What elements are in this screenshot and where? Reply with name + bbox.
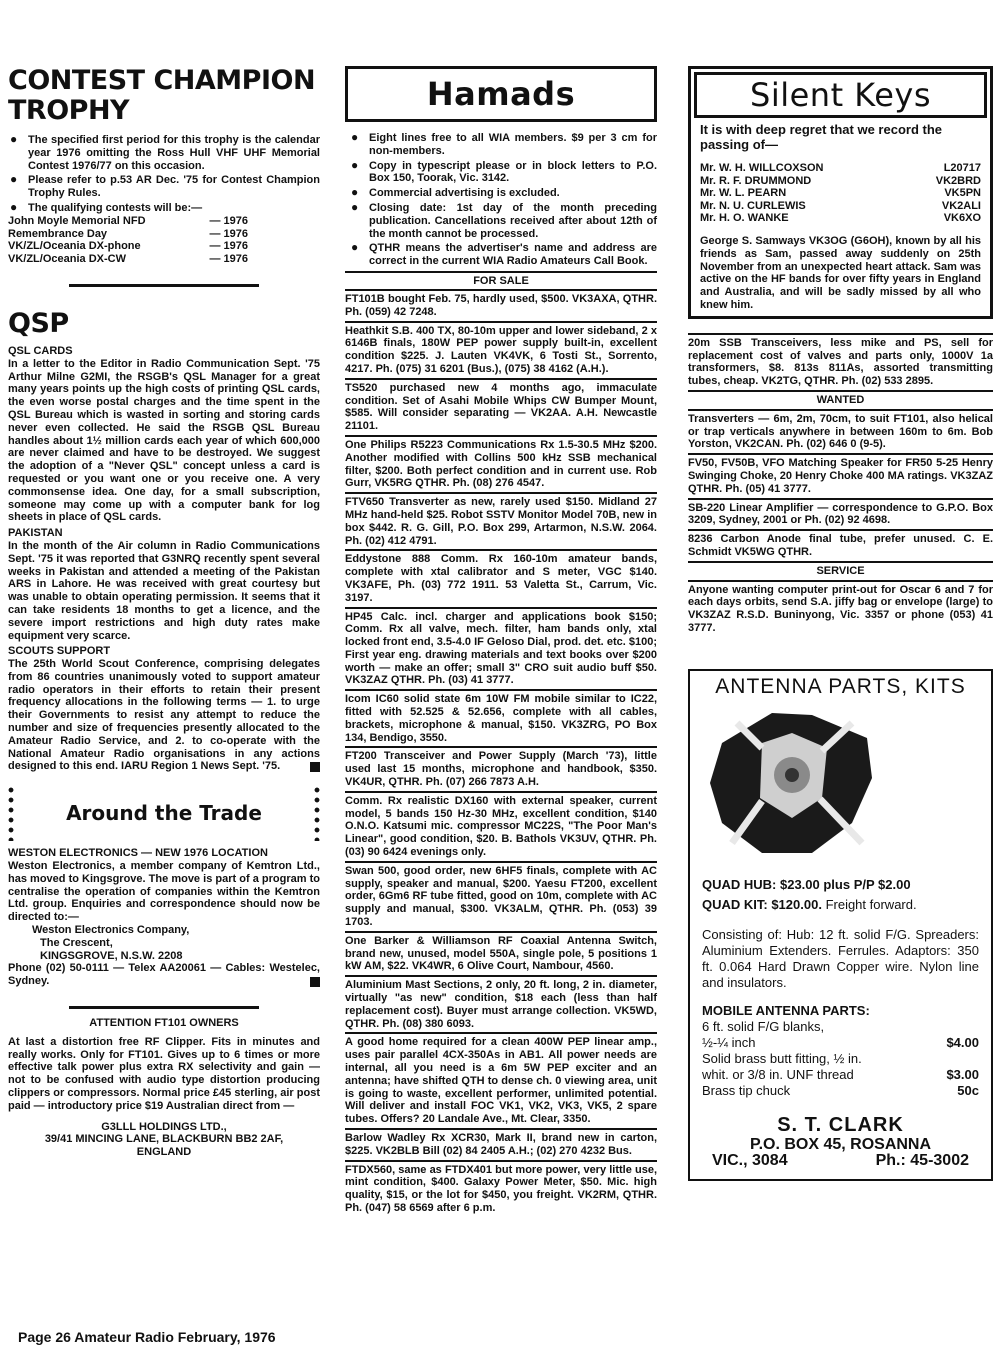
address-line: G3LLL HOLDINGS LTD., (101, 1120, 227, 1133)
ad-text: same as FTDX401 but more power, very little use, mint condition, $400. Galaxy Power Meter, $50. Mic. high quality, $15, or the lot for $450, you freight. VK2RM, QTHR. Ph. (047) 58 6569 after 6 p.m. (345, 1163, 657, 1214)
list-item: ● QTHR means the advertiser's name and address are correct in the current WIA Radio Amateurs Call Book. (349, 242, 657, 268)
mobile-item: ½-¼ inch (702, 1034, 756, 1050)
address-line: KINGSGROVE, N.S.W. 2208 (40, 949, 183, 962)
ad-key: One Philips R5223 Communications Rx (345, 438, 555, 451)
ad-text: (March '73), little used last 15 months, microphone and handbook, $350. VK4UR, QTHR. Ph. (07) 266 7873 A.H. (345, 750, 657, 789)
contest-title (8, 66, 320, 126)
silent-keys-body (694, 118, 987, 312)
qsl-heading: QSL CARDS (8, 344, 73, 357)
silent-keys-box (688, 66, 993, 319)
ad-key: HP45 Calc. (345, 610, 408, 623)
antenna-ad (688, 669, 993, 1181)
quad-hub-price: QUAD HUB: $23.00 plus P/P $2.00 (702, 876, 911, 892)
right-column (688, 0, 993, 1181)
contest-name: VK/ZL/Oceania DX-phone (8, 240, 141, 253)
list-item (700, 200, 981, 213)
dot-border-left (8, 785, 14, 841)
list-item (700, 162, 981, 175)
address-line: 39/41 MINCING LANE, BLACKBURN BB2 2AF, (44, 1133, 284, 1146)
mobile-price: $4.00 (946, 1034, 979, 1050)
ad-key: One Barker & Williamson RF Coaxial Antenna Switch, (345, 934, 657, 947)
hamads-title-box (345, 66, 657, 122)
left-column (8, 0, 320, 1159)
scouts-text-body: The 25th World Scout Conference, comprising delegates from 86 countries unanimously voted to support amateur radio operators in their efforts to retain their present frequency allocations in the following terms — 1. to urge their Governments to resist any attempt to reduce the number and size of frequencies presently allocated to the Amateur Radio Service, and 2. to co-operate with the National Amateur Radio organisations in any actions designed to this end. IARU Region 1 News Sept. '75. (8, 658, 320, 773)
divider (69, 1006, 259, 1009)
list-item (345, 689, 657, 746)
list-item (345, 492, 657, 549)
contest-year: — 1976 (209, 227, 248, 240)
weston-heading: WESTON ELECTRONICS — NEW 1976 LOCATION (8, 847, 268, 860)
ad-text: good order, new 6HF5 finals, complete with AC supply, speaker and manual, $200. Yaesu FT200, excellent order, 6Gm6 RF tube fitted, good on 10m, complete with AC supply and manual, $300. VK3ALM, QTHR. Ph. (053) 39 1703. (345, 864, 657, 929)
g3lll-address (8, 1121, 320, 1159)
ad-text: — correspondence to G.P.O. Box 3209, Sydney, 2001 or Ph. (02) 92 4698. (688, 501, 994, 527)
address-line: Weston Electronics Company, (32, 924, 190, 937)
mobile-price: $3.00 (946, 1066, 979, 1082)
mobile-heading: MOBILE ANTENNA PARTS: (702, 1002, 870, 1018)
weston-text: Weston Electronics, a member company of Kemtron Ltd., has moved to Kingsgrove. The move is part of a program to centralise the operation of companies within the Kemtron Ltd. group. Enquiries and correspondence should now be directed to:— (8, 860, 320, 924)
silent-keys-title: Silent Keys (694, 72, 987, 118)
ad-text: 80-10m upper and lower sideband, 2 x 6146B finals, 180W PEP power supply built-in, excellent condition $225. J. Lauten VK4VK, 6 Tosti St., Sorrento, 4217. Ph. (075) 31 6201 (Bus.), (075) 38 4162 (A.H.). (345, 324, 657, 375)
ad-text: for a clean 400W PEP linear amp., uses pair parallel 4CX-350As in AB1. All power needs are internal, all you need is a 6m 5W PEP exciter and an antenna; have shifted QTH to dense ch. 0 viewing area, unit is going to waste, excellent performer, unlimited potential. Will deliver and install FOC VK1, VK2, VK3, VK5, 2 spare tubes. Offers? 20 Landale Ave., Mt. Clear, 3350. (345, 1036, 657, 1126)
ad-text: purchased new 4 months ago, immaculate condition. Set of Asahi Mobile Whips CW Bumper Mount, $585. Will consider separating — VK2AA. A.H. Newcastle 21101. (345, 381, 657, 433)
address-line: The Crescent, (40, 936, 113, 949)
ad-key: 20m SSB Transceivers, (688, 336, 822, 349)
ad-text: for each days orbits, send S.A. jiffy bag or envelope (large) to VK3ZAZ R.S.D. Buninyong, Vic. 3357 or phone (053) 41 3777. (688, 583, 993, 634)
ad-key: Heathkit S.B. 400 TX, (345, 324, 455, 337)
seller-phone: Ph.: 45-3002 (875, 1151, 969, 1169)
seller-box: P.O. BOX 45, ROSANNA (749, 1135, 932, 1153)
for-sale-heading: FOR SALE (345, 271, 657, 289)
ft101-heading: ATTENTION FT101 OWNERS (89, 1017, 239, 1030)
list-item (345, 1128, 657, 1160)
divider (69, 284, 259, 287)
ad-text: brand new, unused, model 550A, single pole, 5 positions 1 kW AM, $22. VK4WR, 6 Olive Court, Nambour, 4560. (345, 947, 657, 973)
obituary-text: George S. Samways VK3OG (G6OH), known by all his friends as Sam, passed away suddenly on 25th November from an unexpected heart attack. Sam was active on the HF bands for over fifty years in England and Australia, and will be sadly missed by all who knew him. (700, 234, 981, 311)
ad-key: FV50, FV50B, VFO Matching Speaker for FR50 (688, 457, 933, 470)
list-item (688, 498, 993, 530)
callsign: L20717 (943, 162, 981, 174)
list-item (700, 212, 981, 225)
callsign: VK5PN (944, 187, 981, 200)
service-heading: SERVICE (688, 561, 993, 580)
list-item (688, 333, 993, 390)
seller-state: VIC., 3084 (712, 1151, 788, 1169)
ad-key: Anyone wanting computer print-out for Oscar 6 and 7 (688, 583, 975, 596)
end-square-icon (310, 762, 320, 772)
list-item (8, 253, 248, 266)
list-item (688, 409, 993, 453)
list-item (702, 1067, 979, 1083)
ad-text: 1.5-30.5 MHz $200. Another modified with Collins 500 kHz SSB mechanical filter, $200. Both perfect condition and in current use. Rob Gurr, VK5RG QTHR. Ph. (08) 276 4547. (345, 438, 657, 490)
deceased-name: Mr. N. U. CURLEWIS (700, 199, 806, 212)
list-item (8, 215, 248, 228)
list-item (345, 321, 657, 378)
ad-text: bought Feb. 75, hardly used, $500. VK3AXA, QTHR. Ph. (059) 42 7248. (345, 292, 657, 318)
qsl-text: In a letter to the Editor in Radio Communication Sept. '75 Arthur Milne G2MI, the RSGB's QSL Manager for a great many years points up the high costs of printing QSL cards, the even worse postal charges and the time spent in the QSL Bureau which is wasted in sorting and storing cards never even collected. He said the RSGB QSL Bureau handles about 1½ million cards each year of which 600,000 are never claimed and have to be destroyed. We suggest the adoption of a "Never QSL" concept unless a card is requested or you want one or you receive one. A very commonsense idea. One day, for a small subscription, someone may come up with a computer bank for log sheets in place of QSL cards. (8, 357, 320, 524)
col3-ads (688, 333, 993, 637)
contest-name: VK/ZL/Oceania DX-CW (8, 253, 126, 266)
end-square-icon (310, 977, 320, 987)
list-item (688, 529, 993, 561)
weston-phone-text: Phone (02) 50-0111 — Telex AA20061 — Cables: Westelec, Sydney. (8, 962, 320, 988)
list-item: ● Copy in typescript please or in block letters to P.O. Box 150, Toorak, Vic. 3142. (349, 160, 657, 186)
middle-column (345, 0, 657, 1217)
list-item (702, 1035, 979, 1051)
seller-contact (702, 1153, 979, 1169)
quad-kit-note: Freight forward. (825, 896, 917, 912)
scouts-text (8, 658, 320, 773)
ad-text: — 6m, 2m, 70cm, to suit FT101, also helical or trap verticals anywhere in between 160m to 6m. Bob Yorston, VK2CAN. Ph. (02) 646 0 (9-5). (688, 412, 993, 451)
ad-key: FT101B (345, 292, 385, 305)
list-item (700, 175, 981, 188)
ad-key: Aluminium Mast Sections, (345, 979, 483, 992)
ad-text: as new, rarely used $150. Midland 27 MHz hand-held $25. Robot SSTV Monitor Model 70B, new in box $442. R. G. Gill, P.O. Box 299, Artarmon, N.S.W. 2064. Ph. (02) 412 4791. (345, 496, 657, 547)
list-item (345, 289, 657, 321)
contest-list-intro: The qualifying contests will be:— (28, 201, 203, 214)
callsign: VK2BRD (935, 174, 981, 187)
deceased-name: Mr. W. H. WILLCOXSON (700, 162, 824, 174)
list-item (700, 187, 981, 200)
dot-border-right (314, 785, 320, 841)
scouts-heading: SCOUTS SUPPORT (8, 645, 111, 658)
ad-key: FTDX560, (345, 1163, 396, 1176)
ad-key: FT200 Transceiver and Power Supply (345, 750, 556, 763)
callsign: VK2ALI (941, 199, 981, 212)
ad-text: final tube, prefer unused. C. E. Schmidt VK5WG QTHR. (688, 533, 993, 558)
list-item (702, 1083, 979, 1099)
contest-title-line2: TROPHY (8, 95, 130, 126)
ad-text: solid state 6m 10W FM mobile similar to IC22, fitted with 52.525 & 52.656, complete with all cables, brackets, microphone & manual, $150. VK3ZRG, PO Box 134, Bendigo, 3550. (345, 693, 657, 744)
qsp-title: QSP (8, 307, 69, 339)
ad-key: Transverters (688, 412, 755, 425)
list-item: ● The specified first period for this trophy is the calendar year 1976 omitting the Ross Hull VHF UHF Memorial Contest 1976/77 on this occasion. (8, 134, 320, 172)
quad-kit-line (702, 897, 979, 913)
trade-body (8, 847, 320, 1159)
list-item: ● Eight lines free to all WIA members. $9 per 3 cm for non-members. (349, 132, 657, 158)
pakistan-text: In the month of the Air column in Radio Communications Sept. '75 it was reported that G3NRQ recently spent several weeks in Pakistan and attended a meeting of the Pakistan ARS in Lahore. He was received with great courtesy but was unable to obtain operating permission. It seems that it can take residents 18 months to get a licence, and the severe import restrictions and high duty rates make equipment very scarce. (8, 539, 320, 642)
for-sale-list (345, 289, 657, 1217)
address-line: ENGLAND (136, 1146, 192, 1159)
deceased-name: Mr. W. L. PEARN (700, 187, 787, 200)
mobile-item: Brass tip chuck (702, 1082, 791, 1098)
list-item (345, 791, 657, 861)
list-item (8, 240, 248, 253)
ad-text: less mike and PS, sell for replacement cost of valves and parts only, 1000V 1a transformers, $8. 813s 811As, assorted transmitting tubes, cheap. VK2TG, QTHR. Ph. (02) 533 2895. (688, 336, 993, 388)
deceased-name: Mr. R. F. DRUMMOND (700, 174, 812, 187)
list-item (345, 1160, 657, 1217)
quad-hub-photo (702, 703, 882, 863)
list-item (345, 861, 657, 931)
qsp-section (8, 309, 320, 773)
seller-name: S. T. CLARK (777, 1113, 904, 1136)
list-item (345, 1032, 657, 1128)
mobile-item: 6 ft. solid F/G blanks, (702, 1018, 825, 1034)
contest-name: John Moyle Memorial NFD (8, 214, 146, 227)
ad-key: FTV650 Transverter (345, 496, 450, 509)
ad-key: 8236 Carbon Anode (688, 533, 801, 546)
list-item (345, 931, 657, 975)
ad-key: Barlow Wadley Rx XCR30, Mark II, (345, 1131, 536, 1144)
list-item: ● Please refer to p.53 AR Dec. '75 for Contest Champion Trophy Rules. (8, 174, 320, 200)
list-item (8, 202, 320, 266)
deceased-name: Mr. H. O. WANKE (700, 212, 789, 225)
silent-keys-intro: It is with deep regret that we record the passing of— (700, 122, 942, 152)
ad-text: 2 only, 20 ft. long, 2 in. diameter, virtually "as new" condition, $18 each (less than half replacement cost). Buyer must arrange collection. VK5WD, QTHR. Ph. (08) 380 6093. (345, 979, 657, 1030)
pakistan-heading: PAKISTAN (8, 527, 63, 540)
ad-key: Swan 500, (345, 864, 400, 877)
list-item (345, 607, 657, 690)
contest-list (8, 215, 248, 266)
list-item (345, 378, 657, 435)
ad-key: Icom IC60 (345, 693, 399, 706)
list-item: ● Commercial advertising is excluded. (349, 187, 657, 200)
weston-phone (8, 962, 320, 988)
ad-text: incl. charger and applications book $150; Comm. Rx all valve, mech. filter, ham bands only, xtal locked front end, 3.5-4.0 IF Geloso Dial, prod. det. etc. $100; First year eng. drawing materials and text books over $200 worth — make an offer; small 3" CRO suit audio buff $50. VK3ZAZ QTHR. Ph. (03) 41 3777. (345, 610, 657, 687)
callsign: VK6XO (943, 212, 981, 225)
hamads-title: Hamads (426, 75, 576, 113)
ad-key: Eddystone 888 Comm. Rx (345, 553, 503, 566)
silent-keys-names (700, 162, 981, 225)
ad-key: TS520 (345, 381, 378, 394)
ad-text: realistic DX160 with external speaker, current model, 5 bands 150 Hz-30 MHz, excellent condition, $140 O.N.O. Katsumi mic. compressor MC22S, "The Poor Man's Linear", good condition, $20. B. Bathols VK3UV, QTHR. Ph. (03) 90 6424 evenings only. (345, 794, 657, 859)
list-item (345, 549, 657, 606)
quad-kit-price: QUAD KIT: $120.00. (702, 896, 822, 912)
list-item (688, 453, 993, 497)
weston-address (8, 924, 320, 962)
page-footer: Page 26 Amateur Radio February, 1976 (18, 1329, 276, 1345)
list-item (688, 580, 993, 637)
mobile-item: Solid brass butt fitting, ½ in. (702, 1050, 862, 1066)
antenna-title: ANTENNA PARTS, KITS (715, 674, 966, 698)
ad-text: brand new in carton, $225. VK2BLB Bill (02) 84 2405 A.H.; (02) 270 4232 Bus. (345, 1131, 658, 1157)
contest-year: — 1976 (209, 214, 248, 227)
ad-text: 160-10m amateur bands, complete with xtal calibrator and S meter, VGC $140. VK3AFE, Ph. (03) 772 1911. 53 Valetta St., Carrum, Vic. 3197. (345, 553, 658, 604)
qsp-body (8, 345, 320, 773)
list-item (345, 975, 657, 1032)
contest-bullets (8, 134, 320, 266)
ad-key: A good home required (345, 1036, 467, 1049)
list-item (345, 435, 657, 492)
mobile-price: 50c (957, 1082, 979, 1098)
contest-section (8, 66, 320, 287)
list-item (345, 746, 657, 790)
ad-text: 5-25 Henry Swinging Choke, 20 Henry Choke 400 MA ratings. VK3ZAZ QTHR. Ph. (05) 41 3777. (688, 457, 993, 495)
around-trade-box (8, 785, 320, 841)
ad-key: SB-220 Linear Amplifier (688, 501, 814, 514)
contest-name: Remembrance Day (8, 227, 108, 240)
list-item (8, 228, 248, 241)
ft101-text: At last a distortion free RF Clipper. Fits in minutes and really works. Only for FT101. Gives up to 6 times or more effective talk power plus extra RX selectivity and gain — not to be confused with audio type distortion producing clippers or compressors. Normal price £45 sterling, air post paid — introductory price $19 Australian direct from — (8, 1035, 320, 1112)
contest-year: — 1976 (209, 240, 248, 253)
wanted-heading: WANTED (688, 390, 993, 409)
list-item: ● Closing date: 1st day of the month preceding publication. Cancellations received after about 12th of the month cannot be processed. (349, 202, 657, 240)
contest-year: — 1976 (209, 253, 248, 266)
hamads-rules (345, 132, 657, 268)
contest-title-line1: CONTEST CHAMPION (8, 65, 316, 96)
antenna-desc: Consisting of: Hub: 12 ft. solid F/G. Spreaders: Aluminium Extenders. Ferrules. Adaptors: 350 ft. 0.064 Hard Drawn Copper wire. Nylon line and insulators. (702, 926, 979, 990)
mobile-item: whit. or 3/8 in. UNF thread (702, 1066, 854, 1082)
ad-key: Comm. Rx (345, 794, 402, 807)
around-trade-title: Around the Trade (66, 801, 262, 826)
